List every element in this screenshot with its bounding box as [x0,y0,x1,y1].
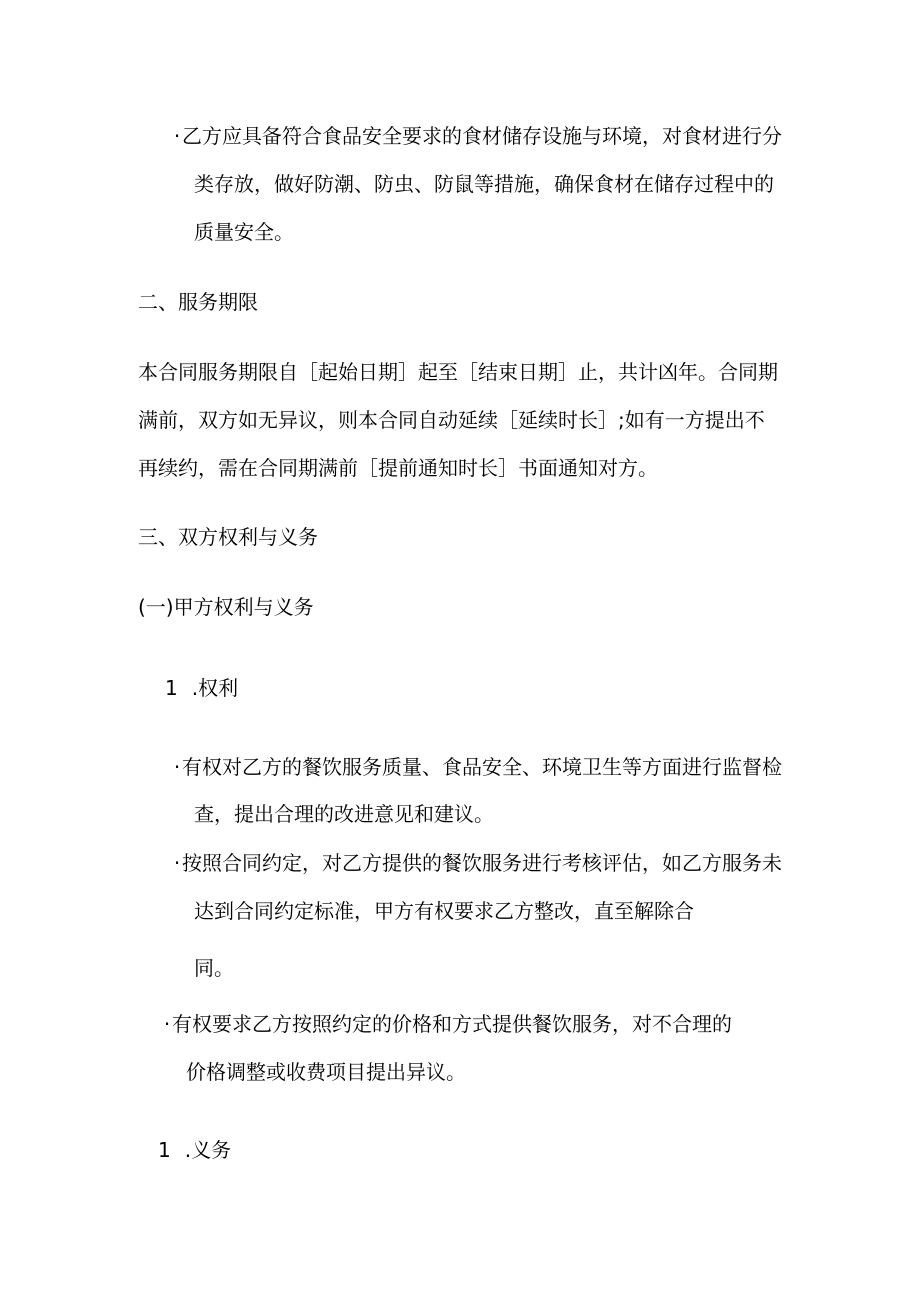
list-number: 1 [165,676,178,700]
list-label: .权利 [191,676,239,700]
bullet-item-assessment [172,851,782,875]
bullet-marker: · [163,1012,171,1036]
bullet-marker: · [173,755,181,779]
list-heading-rights [165,676,238,700]
bullet-text-line: 价格调整或收费项目提出异议。 [186,1060,466,1084]
bullet-text-line: 同。 [194,956,234,980]
paragraph-line: 本合同服务期限自［起始日期］起至［结束日期］止，共计凶年。合同期 [138,360,778,384]
list-heading-duties [158,1138,231,1162]
list-number: 1 [158,1138,171,1162]
list-label: .义务 [184,1138,232,1162]
subsection-heading-party-a: (一)甲方权利与义务 [138,595,314,619]
bullet-text-line: 乙方应具备符合食品安全要求的食材储存设施与环境，对食材进行分 [182,124,782,148]
bullet-item-storage [172,124,782,148]
bullet-marker: · [173,124,181,148]
bullet-item-pricing [162,1012,732,1036]
bullet-text-line: 有权对乙方的餐饮服务质量、食品安全、环境卫生等方面进行监督检 [182,755,782,779]
bullet-text-line: 查，提出合理的改进意见和建议。 [194,802,494,826]
bullet-text-line: 质量安全。 [194,220,294,244]
bullet-marker: · [173,851,181,875]
bullet-text-line: 有权要求乙方按照约定的价格和方式提供餐饮服务，对不合理的 [172,1012,732,1036]
section-heading-rights-obligations: 三、双方权利与义务 [138,525,318,549]
bullet-text-line: 按照合同约定，对乙方提供的餐饮服务进行考核评估，如乙方服务未 [182,851,782,875]
paragraph-line: 再续约，需在合同期满前［提前通知时长］书面通知对方。 [138,456,658,480]
bullet-item-supervision [172,755,782,779]
section-heading-service-term: 二、服务期限 [138,290,258,314]
bullet-text-line: 类存放，做好防潮、防虫、防鼠等措施，确保食材在储存过程中的 [194,172,774,196]
bullet-text-line: 达到合同约定标准，甲方有权要求乙方整改，直至解除合 [194,899,694,923]
paragraph-line: 满前，双方如无异议，则本合同自动延续［延续时长］;如有一方提出不 [138,408,765,432]
